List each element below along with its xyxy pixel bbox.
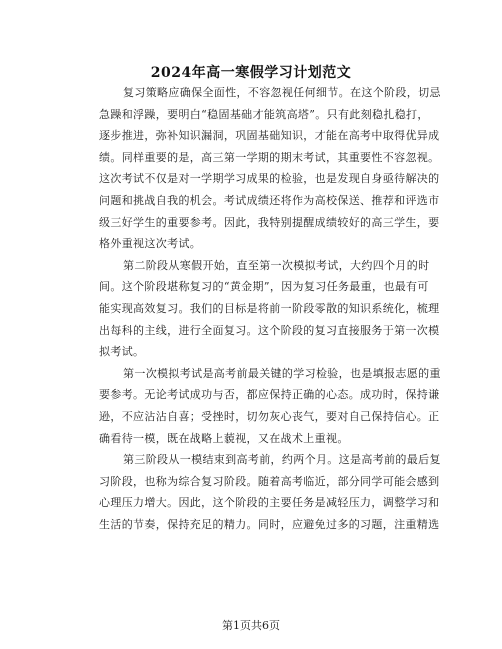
text-line: 复习策略应确保全面性，不容忽视任何细节。在这个阶段，切忌 [123, 86, 441, 99]
text-line: 急躁和浮躁，要明白“稳固基础才能筑高塔”。只有此刻稳扎稳打， [99, 107, 429, 121]
text-line: 这次考试不仅是对一学期学习成果的检验，也是发现自身亟待解决的 [99, 172, 440, 186]
document-body [99, 82, 441, 535]
text-line: 第一次模拟考试是高考前最关键的学习检验，也是填报志愿的重 [123, 366, 441, 380]
text-line: 心理压力增大。因此，这个阶段的主要任务是减轻压力，调整学习和 [99, 496, 440, 510]
text-line: 拟考试。 [99, 345, 145, 359]
text-line: 能实现高效复习。我们的目标是将前一阶段零散的知识系统化，梳理 [99, 301, 440, 315]
text-line: 级三好学生的重要参考。因此，我特别提醒成绩较好的高三学生，要 [99, 215, 440, 229]
text-line: 格外重视这次考试。 [99, 237, 202, 251]
text-line: 要参考。无论考试成功与否，都应保持正确的心态。成功时，保持谦 [99, 388, 440, 402]
text-line: 问题和挑战自我的机会。考试成绩还将作为高校保送、推荐和评选市 [99, 193, 440, 207]
text-line: 逐步推进，弥补知识漏洞，巩固基础知识，才能在高考中取得优异成 [99, 129, 440, 143]
text-line: 习阶段，也称为综合复习阶段。随着高考临近，部分同学可能会感到 [99, 474, 440, 488]
text-line: 绩。同样重要的是，高三第一学期的期末考试，其重要性不容忽视。 [99, 150, 440, 164]
document-title: 2024年高一寒假学习计划范文 [150, 65, 352, 81]
text-line: 出每科的主线，进行全面复习。这个阶段的复习直接服务于第一次模 [99, 323, 440, 337]
text-line: 间。这个阶段堪称复习的“黄金期”，因为复习任务最重，也最有可 [99, 280, 429, 294]
text-line: 第三阶段从一模结束到高考前，约两个月。这是高考前的最后复 [123, 453, 441, 467]
page-number: 第1页共6页 [222, 619, 280, 632]
text-line: 确看待一模，既在战略上藐视，又在战术上重视。 [99, 431, 349, 445]
text-line: 逊，不应沾沾自喜；受挫时，切勿灰心丧气，要对自己保持信心。正 [99, 409, 440, 423]
text-line: 生活的节奏，保持充足的精力。同时，应避免过多的习题，注重精选 [99, 517, 440, 531]
text-line: 第二阶段从寒假开始，直至第一次模拟考试，大约四个月的时 [123, 258, 430, 272]
